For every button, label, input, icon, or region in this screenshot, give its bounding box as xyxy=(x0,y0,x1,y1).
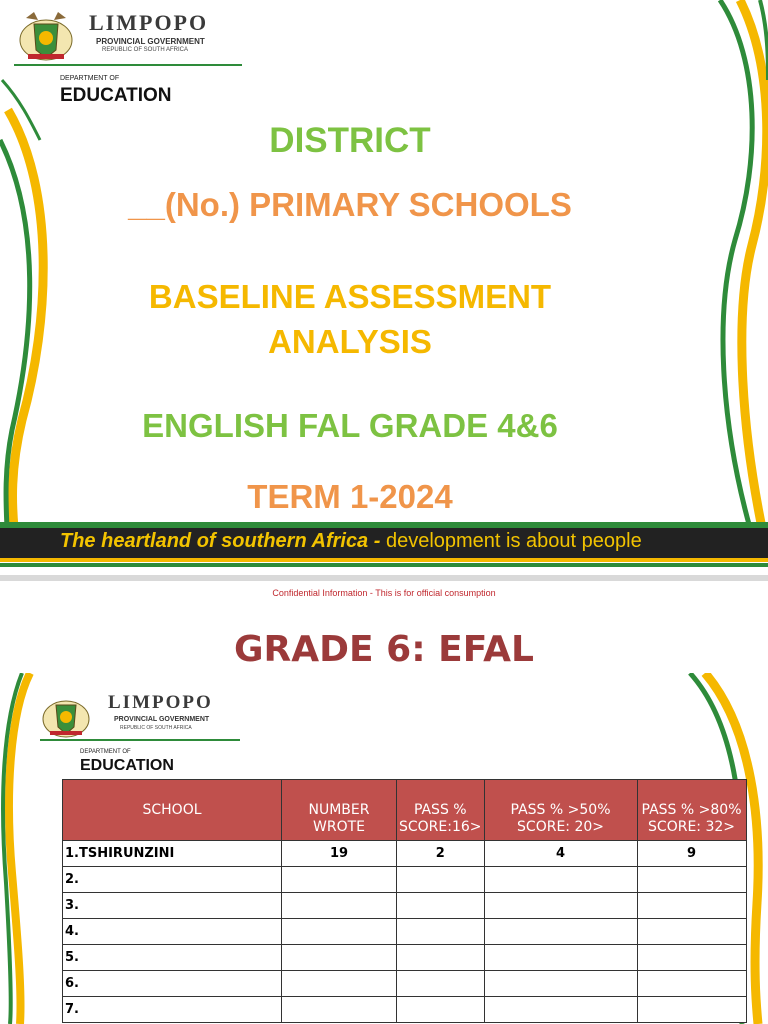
cell-pass-16 xyxy=(397,997,485,1023)
logo-brand-text: LIMPOPO xyxy=(89,10,209,35)
cell-pass-80 xyxy=(637,919,746,945)
baseline-heading-line1: BASELINE ASSESSMENT xyxy=(148,278,552,315)
cell-number-wrote: 19 xyxy=(282,841,397,867)
cell-pass-80 xyxy=(637,945,746,971)
term-heading: TERM 1-2024 xyxy=(247,478,453,515)
header-pass-80 xyxy=(637,780,746,841)
baseline-heading-line2: ANALYSIS xyxy=(268,323,432,360)
cell-pass-80 xyxy=(637,997,746,1023)
table-row xyxy=(63,867,747,893)
cell-pass-50 xyxy=(484,945,637,971)
logo-divider xyxy=(14,64,242,66)
grade6-page xyxy=(0,581,768,1024)
header-pass-16-line2: SCORE:16> xyxy=(399,819,482,835)
cell-pass-80 xyxy=(637,971,746,997)
cell-number-wrote xyxy=(282,867,397,893)
header-pass-50-line2: SCORE: 20> xyxy=(517,819,605,835)
coat-of-arms-icon xyxy=(16,10,76,62)
limpopo-logo-2 xyxy=(40,691,260,781)
logo-republic: REPUBLIC OF SOUTH AFRICA xyxy=(120,725,192,731)
tagline-text xyxy=(60,530,642,553)
table-row xyxy=(63,997,747,1023)
cell-pass-80: 9 xyxy=(637,841,746,867)
cell-school: 6. xyxy=(63,971,282,997)
logo-education: EDUCATION xyxy=(60,85,172,106)
logo-brand-text: LIMPOPO xyxy=(108,692,213,713)
cell-pass-16 xyxy=(397,945,485,971)
cell-school: 5. xyxy=(63,945,282,971)
cell-number-wrote xyxy=(282,997,397,1023)
header-number-wrote xyxy=(282,780,397,841)
district-heading: DISTRICT xyxy=(269,121,431,160)
cell-school: 2. xyxy=(63,867,282,893)
subject-heading: ENGLISH FAL GRADE 4&6 xyxy=(142,407,558,444)
table-row xyxy=(63,893,747,919)
cell-number-wrote xyxy=(282,919,397,945)
table-row xyxy=(63,841,747,867)
cell-pass-16 xyxy=(397,919,485,945)
logo-provincial-government: PROVINCIAL GOVERNMENT xyxy=(114,716,210,723)
logo-department-of: DEPARTMENT OF xyxy=(80,749,131,755)
cell-number-wrote xyxy=(282,945,397,971)
header-pass-80-line2: SCORE: 32> xyxy=(648,819,736,835)
header-pass-50 xyxy=(484,780,637,841)
coat-of-arms-icon xyxy=(40,693,92,739)
grade-title: GRADE 6: EFAL xyxy=(234,629,534,670)
results-table xyxy=(62,779,747,1023)
header-number-wrote-line2: WROTE xyxy=(313,819,365,835)
cell-pass-16 xyxy=(397,893,485,919)
table-header-row xyxy=(63,780,747,841)
cell-pass-50 xyxy=(484,997,637,1023)
schools-heading: __(No.) PRIMARY SCHOOLS xyxy=(128,186,572,223)
header-number-wrote-line1: NUMBER xyxy=(308,802,370,818)
cell-pass-16 xyxy=(397,971,485,997)
cell-number-wrote xyxy=(282,971,397,997)
cell-pass-16: 2 xyxy=(397,841,485,867)
cell-pass-16 xyxy=(397,867,485,893)
logo-provincial-government: PROVINCIAL GOVERNMENT xyxy=(96,37,205,46)
logo-department-of: DEPARTMENT OF xyxy=(60,75,120,82)
cell-number-wrote xyxy=(282,893,397,919)
header-pass-16-line1: PASS % xyxy=(413,802,467,818)
header-pass-80-line1: PASS % >80% xyxy=(641,802,742,818)
cell-pass-50 xyxy=(484,893,637,919)
cell-school: 1.TSHIRUNZINI xyxy=(63,841,282,867)
header-pass-50-line1: PASS % >50% xyxy=(510,802,611,818)
header-pass-16 xyxy=(397,780,485,841)
cell-school: 4. xyxy=(63,919,282,945)
tagline-rest: development is about people xyxy=(380,530,642,552)
cell-pass-50 xyxy=(484,919,637,945)
tagline-bold: The heartland of southern Africa - xyxy=(60,530,381,552)
cell-pass-50 xyxy=(484,867,637,893)
cell-pass-80 xyxy=(637,893,746,919)
cell-pass-50 xyxy=(484,971,637,997)
logo-republic: REPUBLIC OF SOUTH AFRICA xyxy=(102,47,189,53)
header-school: SCHOOL xyxy=(63,780,282,841)
confidential-notice: Confidential Information - This is for official consumption xyxy=(272,588,496,598)
cell-school: 3. xyxy=(63,893,282,919)
cell-pass-50: 4 xyxy=(484,841,637,867)
table-row xyxy=(63,919,747,945)
logo-education: EDUCATION xyxy=(80,757,174,774)
cell-school: 7. xyxy=(63,997,282,1023)
cell-pass-80 xyxy=(637,867,746,893)
limpopo-logo xyxy=(14,8,244,113)
logo-divider xyxy=(40,739,240,741)
table-row xyxy=(63,945,747,971)
table-row xyxy=(63,971,747,997)
